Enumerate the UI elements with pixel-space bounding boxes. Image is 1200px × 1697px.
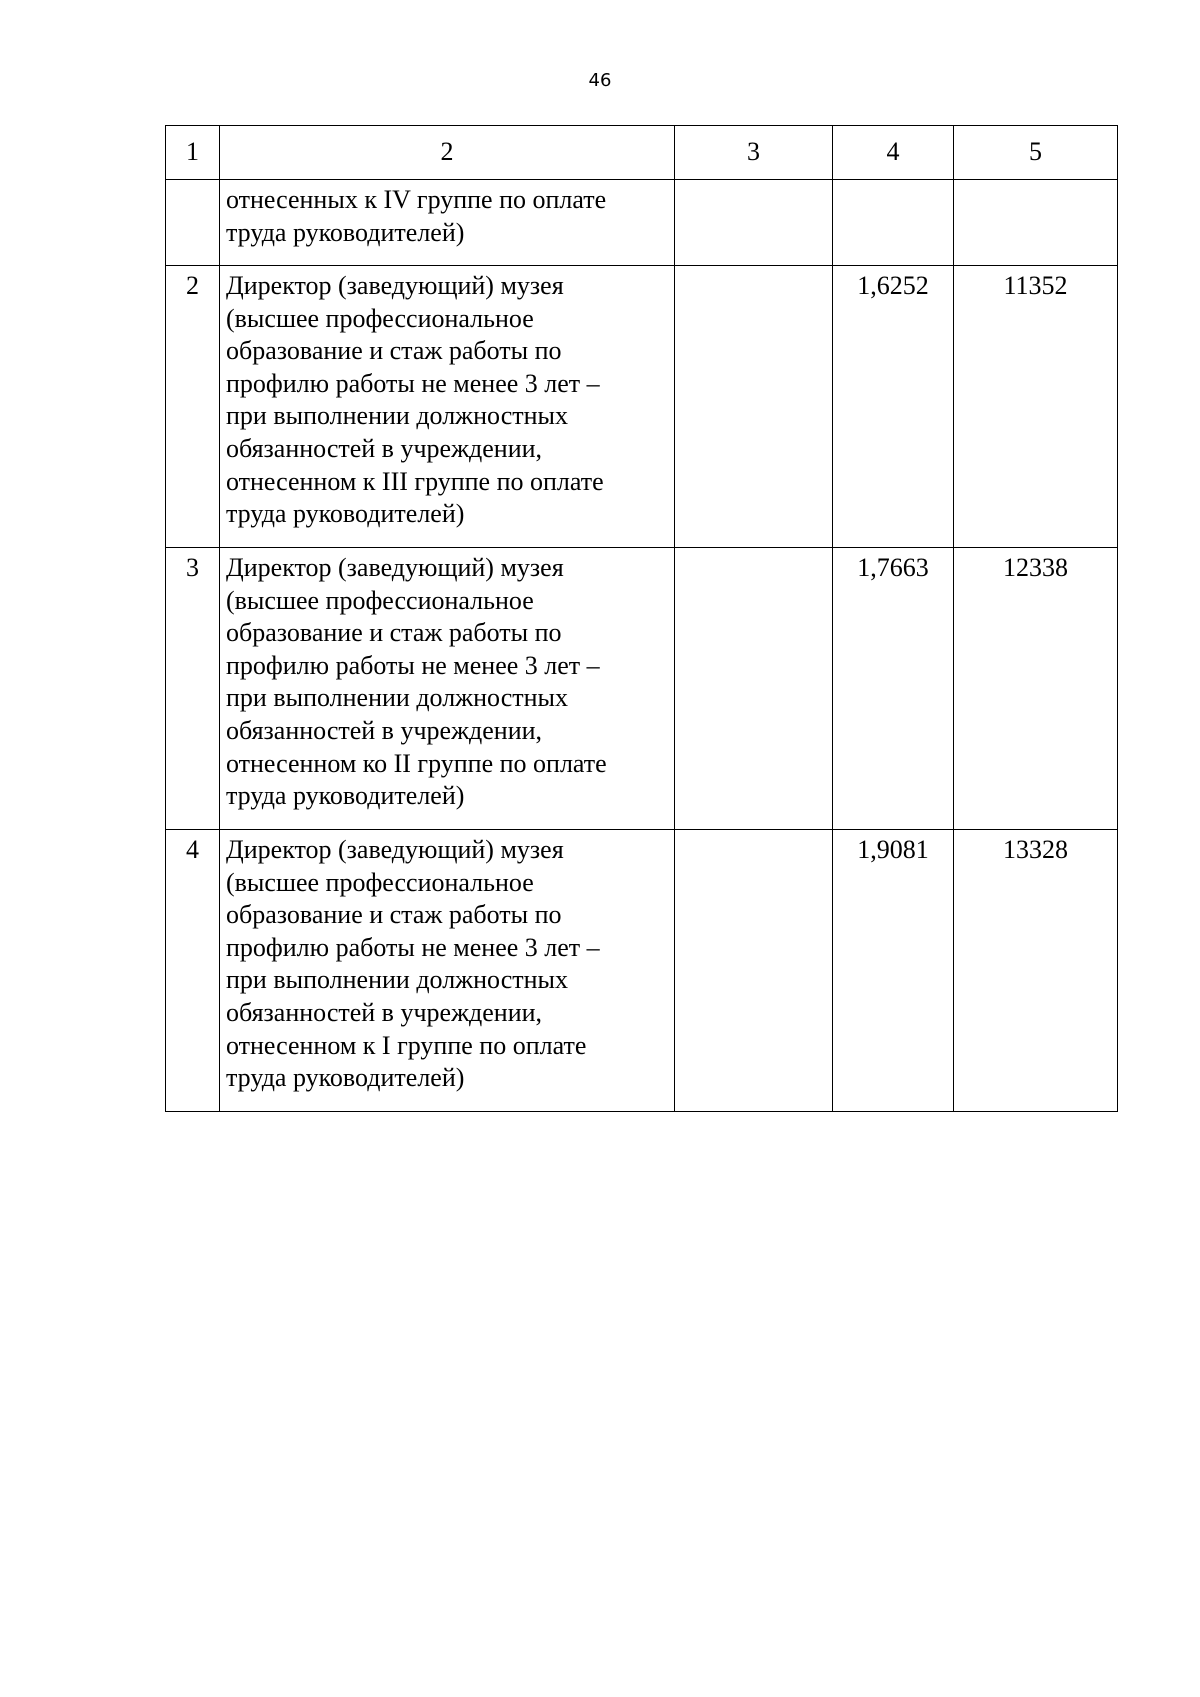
position-description-cell	[220, 266, 675, 548]
description-line: при выполнении должностных	[226, 683, 568, 713]
column-header-1: 1	[166, 126, 220, 180]
salary-cell: 11352	[954, 266, 1118, 548]
description-line: обязанностей в учреждении,	[226, 433, 543, 463]
column-header-2: 2	[220, 126, 675, 180]
description-line: труда руководителей)	[226, 1063, 465, 1093]
row-number-cell: 4	[166, 830, 220, 1112]
description-line: (высшее профессиональное	[226, 867, 534, 897]
description-line: Директор (заведующий) музея	[226, 553, 564, 582]
description-line: Директор (заведующий) музея	[226, 835, 564, 864]
coefficient-cell: 1,9081	[833, 830, 954, 1112]
column-header-3: 3	[675, 126, 833, 180]
description-line: обязанностей в учреждении,	[226, 997, 543, 1027]
description-line: отнесенном к I группе по оплате	[226, 1030, 587, 1060]
description-line: отнесенных к IV группе по оплате	[226, 185, 607, 214]
row-number-cell	[166, 180, 220, 266]
description-line: при выполнении должностных	[226, 965, 568, 995]
description-line: профилю работы не менее 3 лет –	[226, 368, 600, 398]
description-line: образование и стаж работы по	[226, 336, 562, 366]
table-row	[166, 830, 1118, 1112]
description-line: образование и стаж работы по	[226, 618, 562, 648]
table-row-continuation	[166, 180, 1118, 266]
column-header-4: 4	[833, 126, 954, 180]
description-line: труда руководителей)	[226, 781, 465, 811]
description-line: профилю работы не менее 3 лет –	[226, 650, 600, 680]
column-header-5: 5	[954, 126, 1118, 180]
row-number-cell: 2	[166, 266, 220, 548]
coefficient-cell: 1,7663	[833, 548, 954, 830]
salary-cell: 12338	[954, 548, 1118, 830]
row-number-cell: 3	[166, 548, 220, 830]
description-line: труда руководителей)	[226, 217, 465, 247]
page-number: 46	[588, 70, 612, 91]
position-description-cell	[220, 548, 675, 830]
description-line: труда руководителей)	[226, 499, 465, 529]
table-header-row	[166, 126, 1118, 180]
salary-table	[165, 125, 1118, 1112]
coefficient-cell: 1,6252	[833, 266, 954, 548]
column-3-cell	[675, 830, 833, 1112]
column-3-cell	[675, 180, 833, 266]
table-row	[166, 266, 1118, 548]
salary-cell	[954, 180, 1118, 266]
column-3-cell	[675, 548, 833, 830]
position-description-cell	[220, 830, 675, 1112]
description-line: (высшее профессиональное	[226, 303, 534, 333]
description-line: (высшее профессиональное	[226, 585, 534, 615]
description-line: Директор (заведующий) музея	[226, 271, 564, 300]
position-description-cell	[220, 180, 675, 266]
description-line: отнесенном ко II группе по оплате	[226, 748, 607, 778]
column-3-cell	[675, 266, 833, 548]
salary-cell: 13328	[954, 830, 1118, 1112]
description-line: профилю работы не менее 3 лет –	[226, 932, 600, 962]
description-line: при выполнении должностных	[226, 401, 568, 431]
description-line: образование и стаж работы по	[226, 900, 562, 930]
description-line: обязанностей в учреждении,	[226, 715, 543, 745]
description-line: отнесенном к III группе по оплате	[226, 466, 604, 496]
coefficient-cell	[833, 180, 954, 266]
table-row	[166, 548, 1118, 830]
